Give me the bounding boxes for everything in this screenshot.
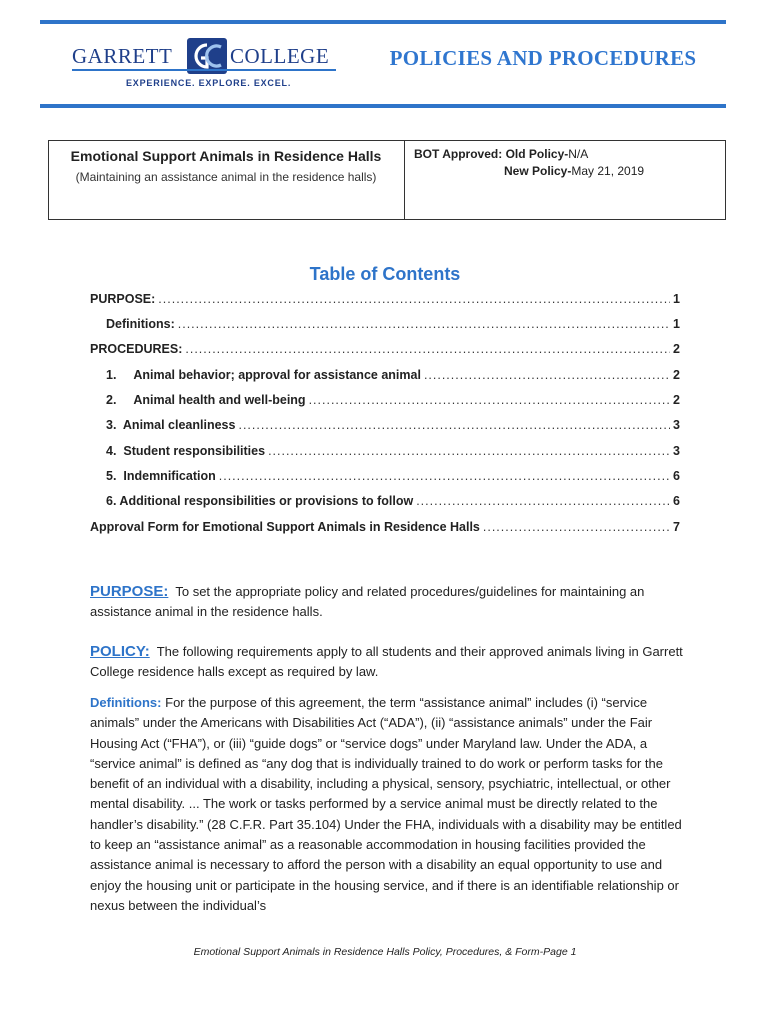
toc-leader <box>309 393 670 407</box>
toc-leader <box>238 418 670 432</box>
bot-approved-label: BOT Approved: <box>414 147 503 161</box>
toc-item-label: Definitions: <box>106 317 175 331</box>
toc-item-label: 3. Animal cleanliness <box>106 418 236 432</box>
policy-text: The following requirements apply to all students and their approved animals living in Garrett College residence halls except as required by law. <box>90 644 683 679</box>
page-title: POLICIES AND PROCEDURES <box>389 46 697 70</box>
toc-item-page: 2 <box>673 393 680 407</box>
toc-item-purpose[interactable] <box>90 292 680 310</box>
toc-leader <box>268 444 670 458</box>
toc-item-label: 5. Indemnification <box>106 469 216 483</box>
policy-box-divider <box>404 140 405 220</box>
purpose-section <box>90 582 690 622</box>
header-bottom-rule <box>40 104 726 108</box>
bot-approved-old <box>414 147 588 161</box>
policy-label: POLICY: <box>90 643 150 660</box>
old-policy-value: N/A <box>568 147 589 161</box>
logo-tagline: EXPERIENCE. EXPLORE. EXCEL. <box>126 78 292 88</box>
old-policy-label: Old Policy- <box>505 147 569 161</box>
logo-word-college: COLLEGE <box>230 44 330 68</box>
toc-item-page: 1 <box>673 292 680 306</box>
new-policy-label: New Policy- <box>504 164 572 178</box>
definitions-text: For the purpose of this agreement, the term “assistance animal” includes (i) “service animals” under the Americans with Disabilities Act (“ADA”), (ii) “assistance animals” under the Fair Housing Act (“FHA”), or (iii) “guide dogs” or “service dogs” under Maryland law. Under the ADA, a “service animal” is defined as “any dog that is individually trained to do work or perform tasks for the benefit of an individual with a disability, including a physical, sensory, psychiatric, intellectual, or other mental disability. ... The work or tasks performed by a service animal must be directly related to the handler’s disability.” (28 C.F.R. Part 35.104) Under the FHA, individuals with a disability may be entitled to keep an “assistance animal” as a reasonable accommodation in housing facilities provided the assistance animal is necessary to afford the person with a disability an equal opportunity to use and enjoy the housing unit or participate in the housing service, and if there is an identifiable relationship or nexus between the individual’s <box>90 695 682 913</box>
toc-item-page: 6 <box>673 469 680 483</box>
toc-item-animal-behavior[interactable] <box>106 368 680 386</box>
header-top-rule <box>40 20 726 24</box>
toc-item-student-responsibilities[interactable] <box>106 444 680 462</box>
toc-leader <box>424 368 670 382</box>
toc-item-animal-cleanliness[interactable] <box>106 418 680 436</box>
toc-item-label: 6. Additional responsibilities or provisions to follow <box>106 494 414 508</box>
policy-subtitle: (Maintaining an assistance animal in the residence halls) <box>75 170 377 184</box>
toc-leader <box>483 520 670 534</box>
toc-item-indemnification[interactable] <box>106 469 680 487</box>
toc-heading: Table of Contents <box>309 264 461 284</box>
purpose-text: To set the appropriate policy and related procedures/guidelines for maintaining an assistance animal in the residence halls. <box>90 584 645 619</box>
toc-item-page: 1 <box>673 317 680 331</box>
definitions-label: Definitions: <box>90 695 162 710</box>
toc-item-page: 6 <box>673 494 680 508</box>
toc-item-page: 2 <box>673 342 680 356</box>
toc-item-procedures[interactable] <box>90 342 680 360</box>
new-policy-value: May 21, 2019 <box>571 164 645 178</box>
toc-item-additional-responsibilities[interactable] <box>106 494 680 512</box>
policy-title: Emotional Support Animals in Residence Halls <box>70 148 382 164</box>
bot-approved-new <box>504 164 644 178</box>
toc-leader <box>219 469 670 483</box>
toc-leader <box>158 292 670 306</box>
toc-item-approval-form[interactable] <box>90 520 680 538</box>
toc-item-page: 3 <box>673 418 680 432</box>
toc-item-label: 1. Animal behavior; approval for assistance animal <box>106 368 421 382</box>
toc-item-animal-health[interactable] <box>106 393 680 411</box>
toc-leader <box>416 494 670 508</box>
purpose-label: PURPOSE: <box>90 583 169 600</box>
logo-word-garrett: GARRETT <box>72 44 173 68</box>
toc-item-label: 4. Student responsibilities <box>106 444 266 458</box>
toc-leader <box>178 317 670 331</box>
toc-item-label: PURPOSE: <box>90 292 156 306</box>
toc-item-page: 3 <box>673 444 680 458</box>
toc-item-definitions[interactable] <box>106 317 680 335</box>
definitions-section <box>90 693 690 916</box>
policy-section <box>90 642 690 682</box>
page-footer: Emotional Support Animals in Residence Halls Policy, Procedures, & Form-Page 1 <box>193 946 577 958</box>
toc-item-label: Approval Form for Emotional Support Animals in Residence Halls <box>90 520 480 534</box>
toc-item-page: 2 <box>673 368 680 382</box>
toc-item-page: 7 <box>673 520 680 534</box>
toc-item-label: PROCEDURES: <box>90 342 183 356</box>
logo-underline <box>72 69 336 71</box>
toc-leader <box>185 342 670 356</box>
toc-item-label: 2. Animal health and well-being <box>106 393 306 407</box>
college-logo <box>70 36 338 92</box>
